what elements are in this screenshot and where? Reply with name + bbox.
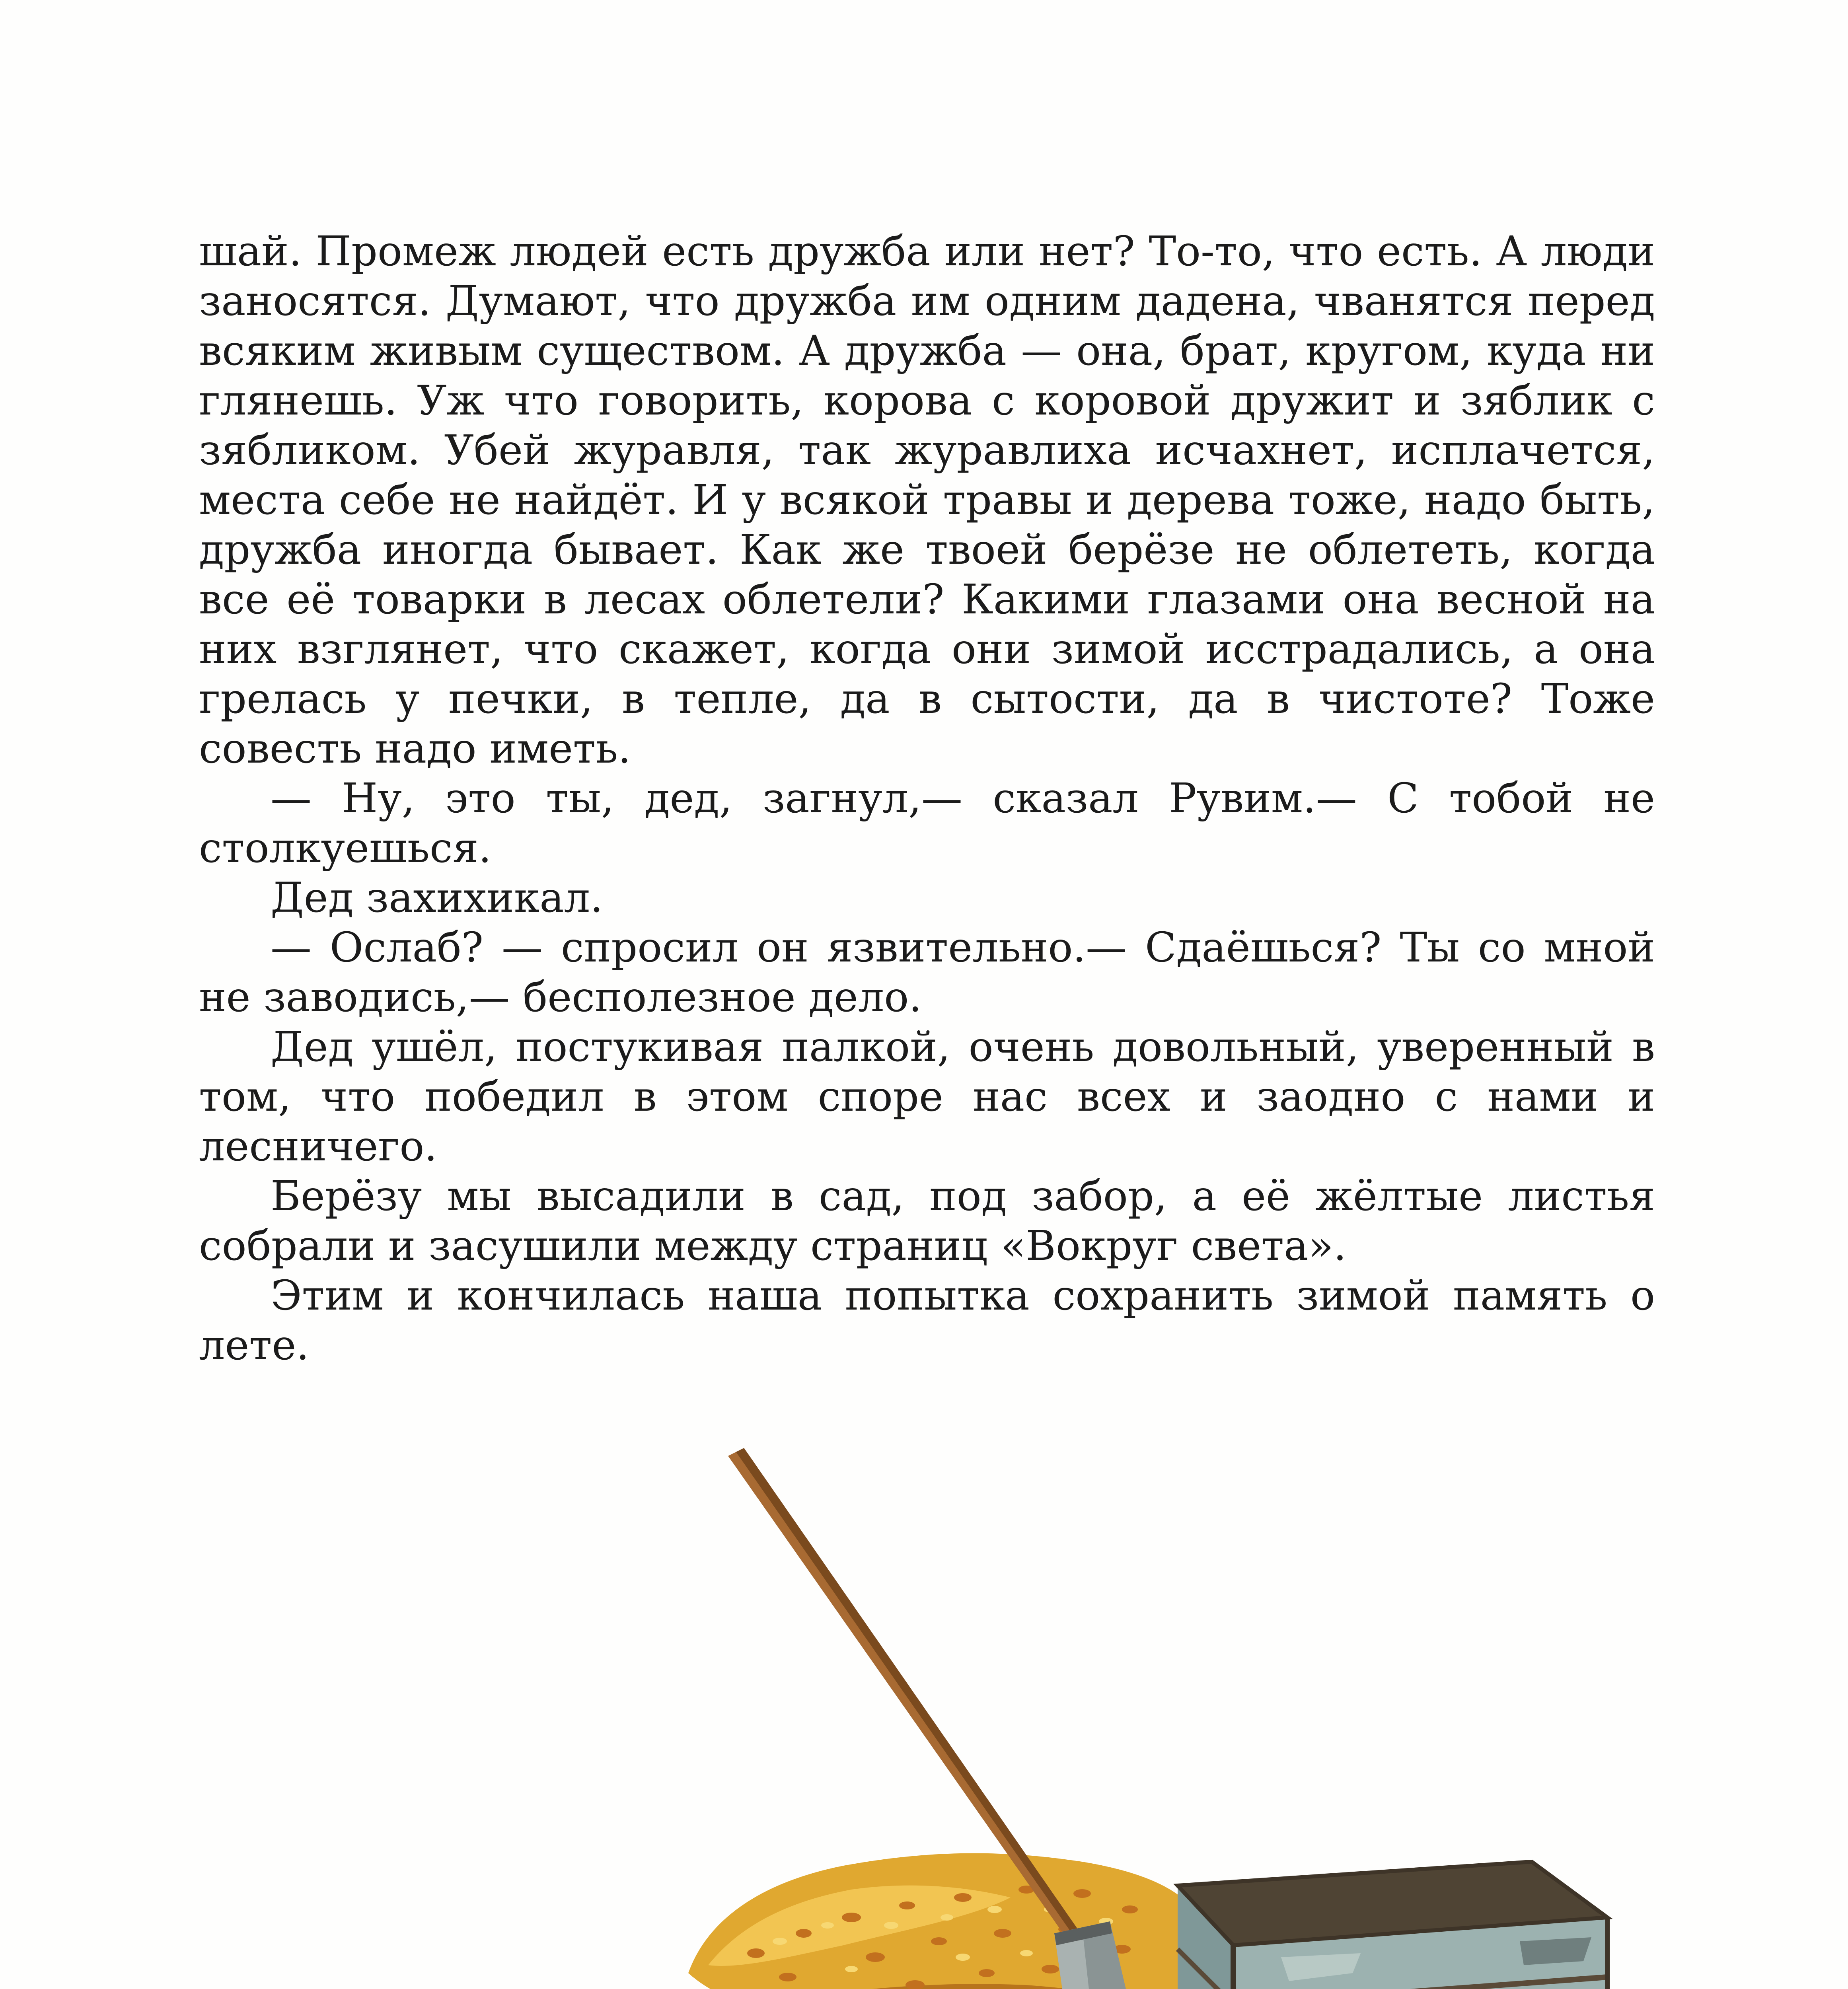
crate-icon [1178, 1862, 1607, 1989]
paragraph-2: — Ну, это ты, дед, загнул,— сказал Рувим.— С тобой не столкуешься. [199, 775, 1655, 872]
paragraph-7: Этим и кончилась наша попытка сохранить зимой память о лете. [199, 1272, 1655, 1369]
paragraph-6: Берёзу мы высадили в сад, под забор, а её жёлтые листья собрали и засушили между страниц «Вокруг света». [199, 1172, 1655, 1270]
paragraph-3: Дед захихикал. [271, 874, 603, 922]
shovel-leaves-crate-illustration [684, 1440, 1703, 1989]
paragraph-1: шай. Промеж людей есть дружба или нет? То-то, что есть. А люди заносятся. Думают, что дружба им одним дадена, чванятся перед всяким живым существом. А дружба — она, брат, кругом, куда ни глянешь. Уж что говорить, корова с коровой дружит и зяблик с зябликом. Убей журавля, так журавлиха исчахнет, исплачется, места себе не найдёт. И у всякой травы и дерева тоже, надо быть, дружба иногда бывает. Как же твоей берёзе не облететь, когда все её товарки в лесах облетели? Какими глазами она весной на них взглянет, что скажет, когда они зимой исстрадались, а она грелась у печки, в тепле, да в сытости, да в чистоте? Тоже совесть надо иметь. [199, 228, 1655, 773]
page-text [199, 227, 1655, 1370]
paragraph-4: — Ослаб? — спросил он язвительно.— Сдаёшься? Ты со мной не заводись,— бесполезное дело. [199, 924, 1655, 1021]
paragraph-5: Дед ушёл, постукивая палкой, очень довольный, уверенный в том, что победил в этом споре нас всех и заодно с нами и лесничего. [199, 1023, 1655, 1170]
illustration-svg [684, 1440, 1703, 1989]
